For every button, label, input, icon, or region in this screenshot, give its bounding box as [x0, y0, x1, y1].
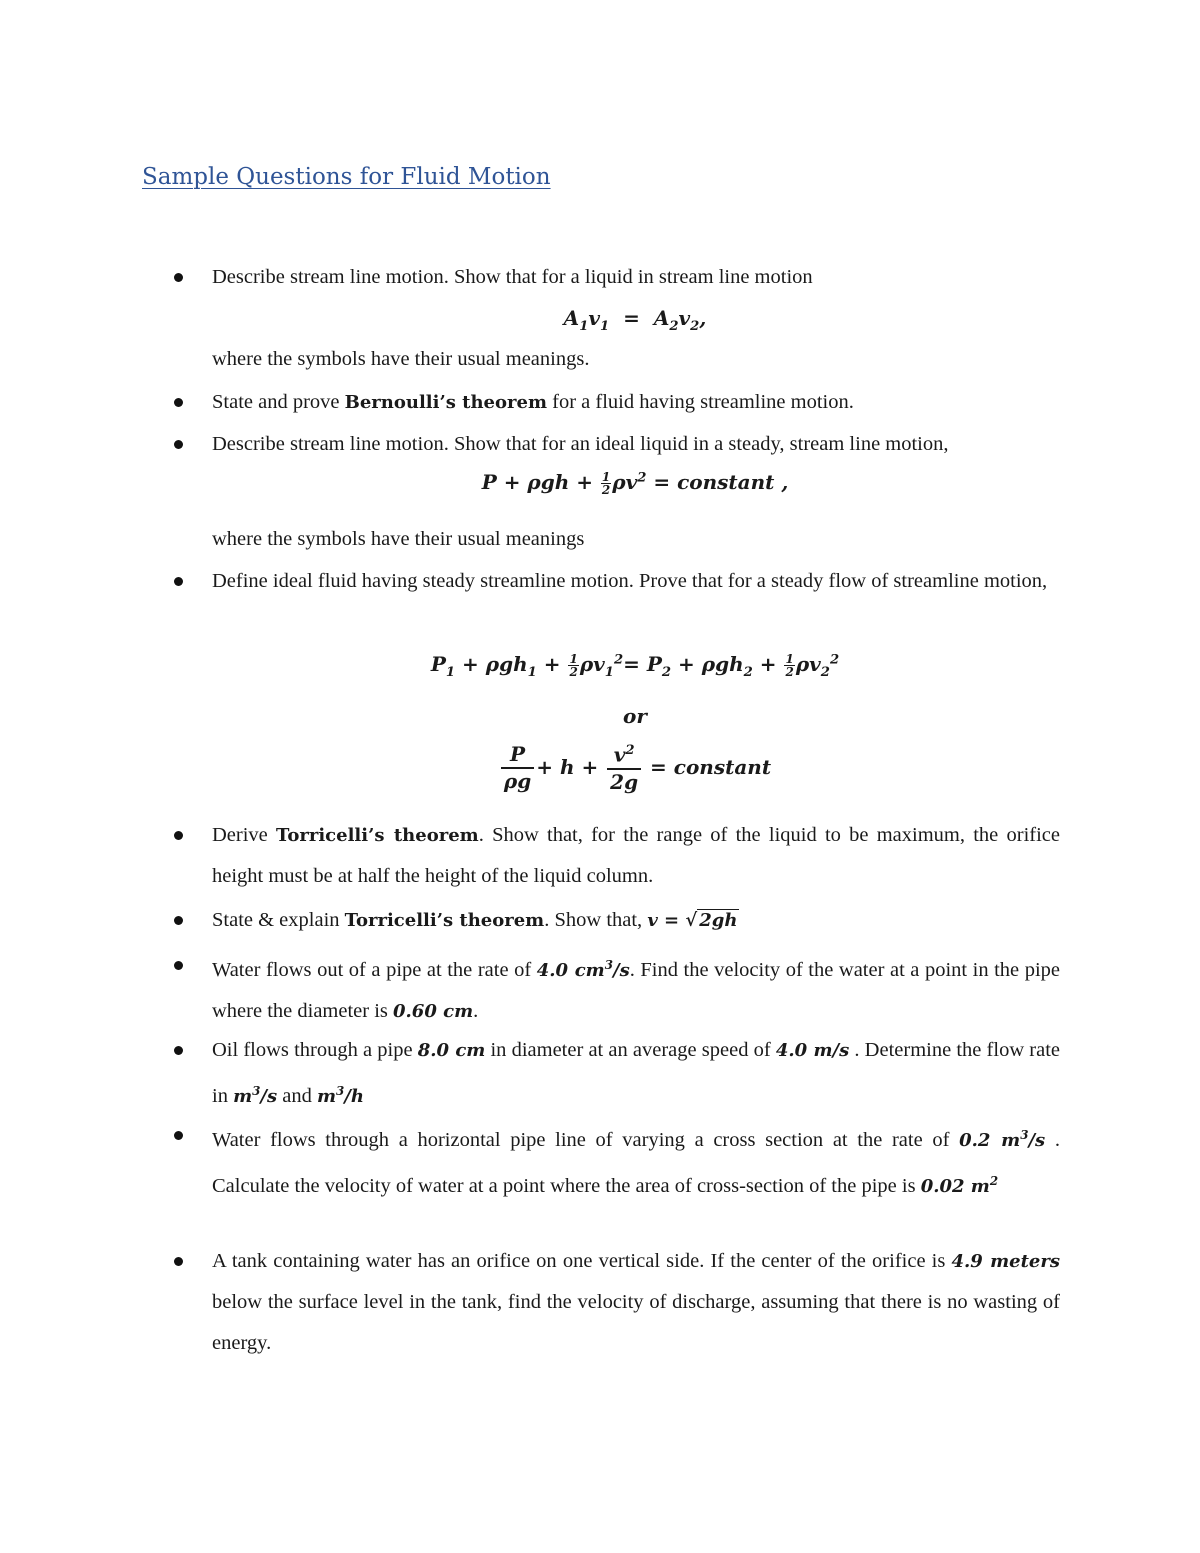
inline-value-diameter: 8.0 cm: [417, 1040, 486, 1061]
question-text-mid: in diameter at an average speed of: [485, 1039, 776, 1061]
question-text-bold: Torricelli’s theorem: [344, 910, 545, 931]
question-text-bold: Bernoulli’s theorem: [344, 392, 547, 413]
question-text-and: and: [277, 1085, 317, 1107]
formula-bernoulli: P + ρgh + $\frac{1}{2}$ $\rho v^2$ = constant ,: [481, 470, 789, 497]
question-text-post: .: [473, 1000, 479, 1022]
question-text-post: . Show that,: [544, 909, 648, 931]
question-text-pre: Water flows out of a pipe at the rate of: [212, 959, 537, 981]
question-9: [212, 1115, 1060, 1207]
question-text: Define ideal fluid having steady streamline motion. Prove that for a steady flow of streamline motion,: [212, 570, 1048, 592]
question-text-mid: . Calculate the velocity of water at a point where the area of cross-section of the pipe is: [212, 1129, 1060, 1197]
question-text: where the symbols have their usual meanings: [212, 528, 585, 550]
question-8: [212, 1030, 1060, 1117]
bullet-icon: [174, 1046, 183, 1055]
page-title: Sample Questions for Fluid Motion: [142, 164, 551, 190]
question-1: [212, 257, 1060, 298]
formula-or: or: [623, 704, 647, 728]
question-6: [212, 900, 1060, 941]
question-3: [212, 424, 1060, 465]
inline-value-flow-rate: 0.2 $m^3/s$: [959, 1128, 1046, 1151]
bullet-icon: [174, 398, 183, 407]
inline-formula-torricelli: v = √ 2gh: [647, 910, 738, 931]
question-text-bold: Torricelli’s theorem: [276, 825, 479, 846]
inline-value-depth: 4.9 meters: [951, 1251, 1060, 1272]
question-text-post: below the surface level in the tank, find the velocity of discharge, assuming that there is no wasting of energy.: [212, 1291, 1060, 1354]
question-text-mid2: . Determine the flow rate in: [212, 1039, 1060, 1107]
question-text-post: for a fluid having streamline motion.: [547, 391, 854, 413]
bullet-icon: [174, 916, 183, 925]
bullet-icon: [174, 1131, 183, 1140]
bullet-icon: [174, 273, 183, 282]
formula-head-form: $\frac{P}{\rho g}$ + h + $\frac{v^2}{2g}$ = constant: [0, 744, 1200, 793]
bullet-icon: [174, 831, 183, 840]
inline-unit-m3-per-s: $m^3/s$: [233, 1084, 278, 1107]
question-text-pre: Derive: [212, 824, 277, 846]
question-text-pre: Oil flows through a pipe: [212, 1039, 418, 1061]
question-10: [212, 1241, 1060, 1364]
question-2: [212, 382, 1060, 423]
question-7: [212, 945, 1060, 1032]
question-text: Describe stream line motion. Show that for an ideal liquid in a steady, stream line motion,: [212, 433, 949, 455]
bullet-icon: [174, 961, 183, 970]
question-1-note: [212, 339, 1060, 380]
formula-bernoulli-two-points: $P_1 + \rho gh_1$ + $\frac{1}{2}$ $\rho v_1^2= P_2 + \rho gh_2$ + $\frac{1}{2}$ $\rho v_2^2$: [430, 652, 840, 680]
inline-value-diameter: 0.60 cm: [393, 1001, 474, 1022]
bullet-icon: [174, 440, 183, 449]
question-text-pre: A tank containing water has an orifice on one vertical side. If the center of the orifice is: [212, 1250, 952, 1272]
bullet-icon: [174, 1257, 183, 1266]
question-text: where the symbols have their usual meanings.: [212, 348, 590, 370]
question-5: [212, 815, 1060, 897]
formula-rhs: = constant ,: [653, 470, 789, 494]
formula-continuity: $A_1v_1 = A_2v_2$,: [563, 306, 707, 334]
bullet-icon: [174, 577, 183, 586]
question-text-pre: Water flows through a horizontal pipe line of varying a cross section at the rate of: [212, 1129, 960, 1151]
question-3-note: [212, 519, 1060, 560]
question-text-pre: State and prove: [212, 391, 345, 413]
inline-value-area: 0.02 $m^2$: [920, 1174, 999, 1197]
inline-unit-m3-per-h: $m^3/h$: [316, 1084, 364, 1107]
inline-value-flow-rate: 4.0 $cm^3/s$: [536, 958, 630, 981]
formula-rhs: = constant: [650, 754, 772, 779]
inline-value-speed: 4.0 m/s: [775, 1040, 850, 1061]
question-4: [212, 561, 1060, 602]
question-text-mid: . Find the velocity of the water at a point in the pipe where the diameter is: [212, 959, 1060, 1022]
question-text: Describe stream line motion. Show that for a liquid in stream line motion: [212, 266, 813, 288]
question-text-post: . Show that, for the range of the liquid to be maximum, the orifice height must be at half the height of the liquid column.: [212, 824, 1060, 887]
question-text-pre: State & explain: [212, 909, 345, 931]
